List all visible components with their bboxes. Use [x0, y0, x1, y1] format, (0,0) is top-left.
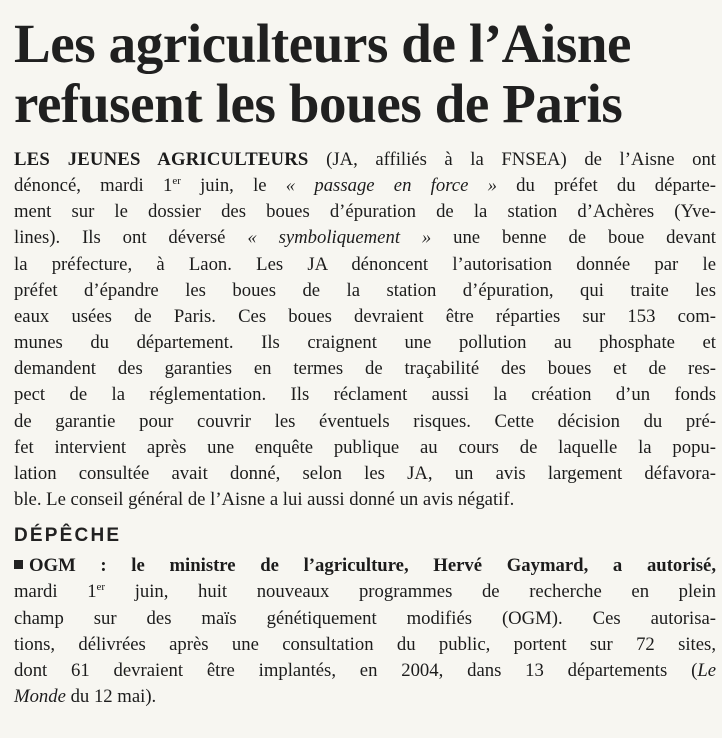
article-text: (JA, affiliés à la FNSEA) de l’Aisne ont: [308, 149, 716, 170]
article-text: lines). Ils ont déversé: [14, 227, 248, 249]
depeche-text: dont 61 devraient être implantés, en 2004, dans 13 départements (: [14, 659, 698, 681]
article-text: une benne de boue devant: [431, 227, 716, 249]
article-line: fet intervient après une enquête publique au cours de laquelle la popu-: [14, 436, 716, 458]
headline-line-2: refusent les boues de Paris: [14, 73, 623, 134]
article-text: dénoncé, mardi 1: [14, 175, 173, 197]
article-line: lation consultée avait donné, selon les JA, un avis largement défavora-: [14, 462, 716, 484]
article-text: juin, le: [180, 175, 286, 197]
depeche-line: [14, 658, 716, 684]
depeche-line: champ sur des maïs génétiquement modifiés (OGM). Ces autorisa-: [14, 607, 716, 629]
article-line: [14, 173, 716, 199]
superscript: er: [172, 175, 181, 188]
source-italic: Monde: [14, 685, 66, 707]
depeche-body: [14, 553, 716, 710]
article-line: [14, 147, 716, 173]
depeche-lead: OGM : le ministre de l’agriculture, Hervé Gaymard, a autorisé,: [29, 555, 716, 577]
depeche-line: [14, 579, 716, 605]
quote-italic: « symboliquement »: [247, 227, 432, 249]
article-line: préfet d’épandre les boues de la station d’épuration, qui traite les: [14, 279, 716, 301]
depeche-line: tions, délivrées après une consultation du public, portent sur 72 sites,: [14, 633, 716, 655]
superscript: er: [96, 581, 106, 594]
article-line: de garantie pour couvrir les éventuels risques. Cette décision du pré-: [14, 410, 716, 432]
headline-line-1: Les agriculteurs de l’Aisne: [14, 13, 632, 74]
quote-italic: « passage en force »: [285, 175, 497, 197]
bullet-square-icon: [14, 560, 23, 569]
section-title-depeche: DÉPÊCHE: [14, 525, 122, 547]
depeche-text: juin, huit nouveaux programmes de recherche en plein: [105, 581, 717, 603]
article-line: demandent des garanties en termes de traçabilité des boues et de res-: [14, 358, 716, 380]
source-italic: Le: [697, 659, 716, 681]
depeche-line: [14, 684, 716, 710]
article-line: ment sur le dossier des boues d’épuration de la station d’Achères (Yve-: [14, 201, 716, 223]
article-line: la préfecture, à Laon. Les JA dénoncent l’autorisation donnée par le: [14, 253, 716, 275]
article-line: ble. Le conseil général de l’Aisne a lui aussi donné un avis négatif.: [14, 489, 515, 511]
article-line: [14, 225, 716, 251]
headline: [14, 14, 716, 134]
depeche-text: du 12 mai).: [65, 685, 157, 707]
depeche-line: [14, 553, 716, 579]
article-line: pect de la réglementation. Ils réclament aussi la création d’un fonds: [14, 384, 716, 406]
article-text: du préfet du départe-: [496, 175, 717, 197]
article-line: munes du département. Ils craignent une pollution au phosphate et: [14, 332, 716, 354]
article-line: eaux usées de Paris. Ces boues devraient être réparties sur 153 com-: [14, 305, 716, 327]
article-body: [14, 147, 716, 513]
lead-caps: LES JEUNES AGRICULTEURS: [14, 149, 309, 170]
depeche-text: mardi 1: [14, 581, 97, 603]
